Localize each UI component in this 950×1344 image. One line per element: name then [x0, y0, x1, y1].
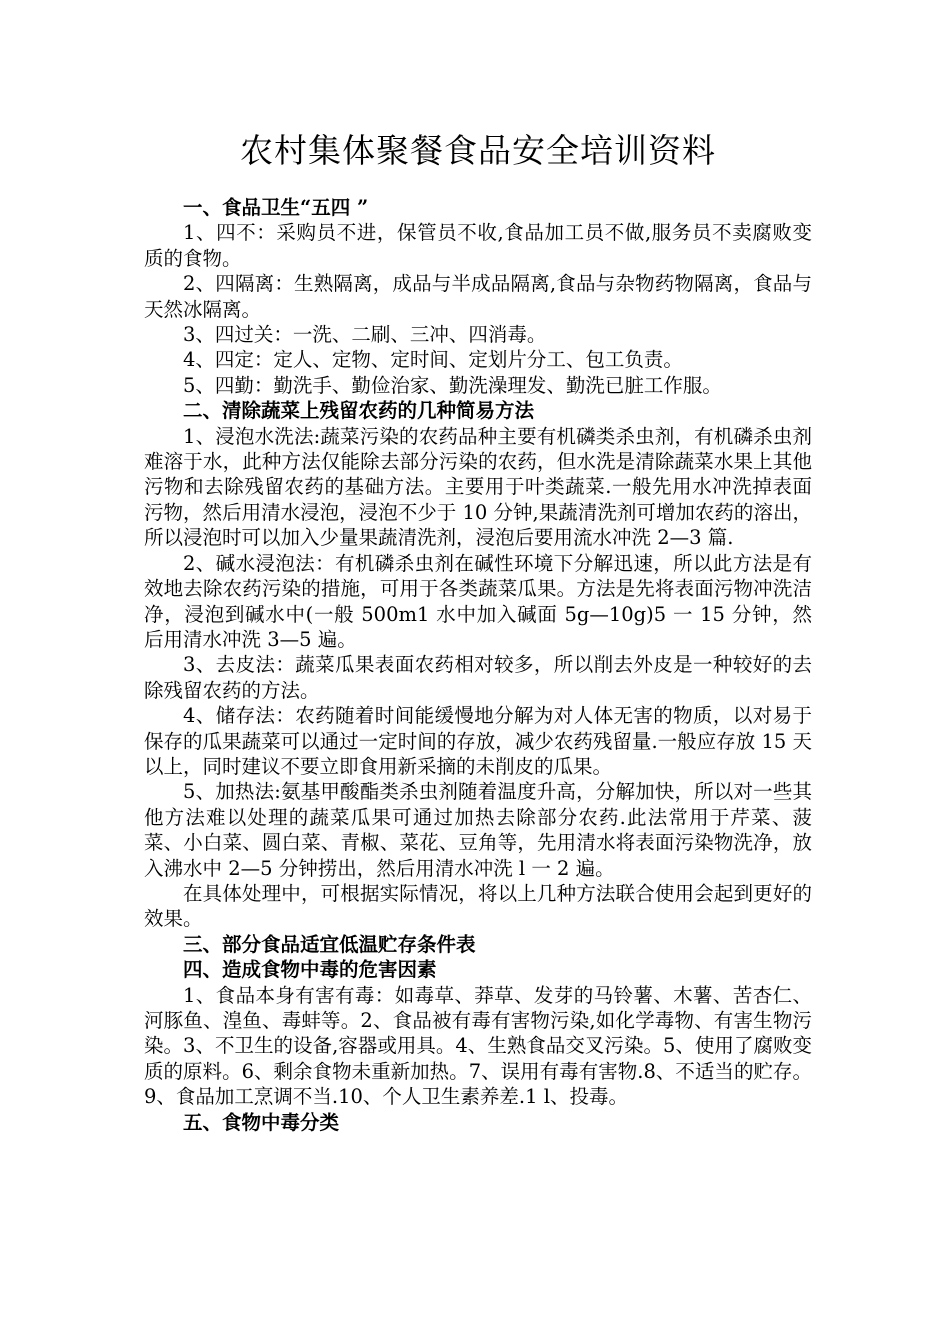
body-paragraph: 5、四勤：勤洗手、勤俭治家、勤洗澡理发、勤洗已脏工作服。	[183, 373, 722, 397]
section-heading: 二、清除蔬菜上残留农药的几种简易方法	[183, 399, 535, 423]
section-heading: 三、部分食品适宜低温贮存条件表	[183, 932, 476, 956]
section-heading: 一、食品卫生“五四 ”	[183, 196, 369, 219]
document-page	[144, 125, 812, 1135]
body-paragraph: 2、四隔离：生熟隔离，成品与半成品隔离,食品与杂物药物隔离，食品与天然冰隔离。	[144, 272, 812, 321]
body-paragraph: 1、浸泡水洗法:蔬菜污染的农药品种主要有机磷类杀虫剂，有机磷杀虫剂难溶于水，此种方法仅能除去部分污染的农药，但水洗是清除蔬菜水果上其他污物和去除残留农药的基础方法。主要用于叶类蔬菜.一般先用水冲洗掉表面污物，然后用清水浸泡，浸泡不少于 10 分钟,果蔬清洗剂可增加农药的溶出，所以浸泡时可以加入少量果蔬清洗剂，浸泡后要用流水冲洗 2—3 篇.	[144, 424, 812, 550]
body-paragraph: 5、加热法:氨基甲酸酯类杀虫剂随着温度升高，分解加快，所以对一些其他方法难以处理的蔬菜瓜果可通过加热去除部分农药.此法常用于芹菜、菠菜、小白菜、圆白菜、青椒、菜花、豆角等，先用清水将表面污染物洗净，放入沸水中 2—5 分钟捞出，然后用清水冲洗 l 一 2 遍。	[144, 780, 812, 880]
body-paragraph: 2、碱水浸泡法：有机磷杀虫剂在碱性环境下分解迅速，所以此方法是有效地去除农药污染的措施，可用于各类蔬菜瓜果。方法是先将表面污物冲洗洁净，浸泡到碱水中(一般 500m1 水中加入碱面 5g—10g)5 一 15 分钟，然后用清水冲洗 3—5 遍。	[144, 551, 812, 651]
body-paragraph: 4、四定：定人、定物、定时间、定划片分工、包工负责。	[183, 348, 683, 372]
section-heading: 五、食物中毒分类	[183, 1110, 340, 1134]
section-heading: 四、造成食物中毒的危害因素	[183, 958, 437, 982]
body-paragraph: 1、食品本身有害有毒：如毒草、莽草、发芽的马铃薯、木薯、苦杏仁、河豚鱼、湟鱼、毒蚌等。2、食品被有毒有害物污染,如化学毒物、有害生物污染。3、不卫生的设备,容器或用具。4、生熟食品交叉污染。5、使用了腐败变质的原料。6、剩余食物未重新加热。7、误用有毒有害物.8、不适当的贮存。9、食品加工烹调不当.10、个人卫生素养差.1 l、投毒。	[144, 983, 812, 1109]
document-title: 农村集体聚餐食品安全培训资料	[240, 131, 716, 170]
document-body	[144, 195, 812, 1135]
body-paragraph: 在具体处理中，可根据实际情况，将以上几种方法联合使用会起到更好的效果。	[144, 881, 812, 931]
body-paragraph: 1、四不：采购员不进，保管员不收,食品加工员不做,服务员不卖腐败变质的食物。	[144, 221, 812, 270]
body-paragraph: 3、去皮法：蔬菜瓜果表面农药相对较多，所以削去外皮是一种较好的去除残留农药的方法。	[144, 653, 812, 702]
body-paragraph: 3、四过关：一洗、二刷、三冲、四消毒。	[183, 323, 547, 347]
body-paragraph: 4、储存法：农药随着时间能缓慢地分解为对人体无害的物质，以对易于保存的瓜果蔬菜可以通过一定时间的存放，减少农药残留量.一般应存放 15 天以上，同时建议不要立即食用新采摘的未削皮的瓜果。	[144, 704, 812, 778]
